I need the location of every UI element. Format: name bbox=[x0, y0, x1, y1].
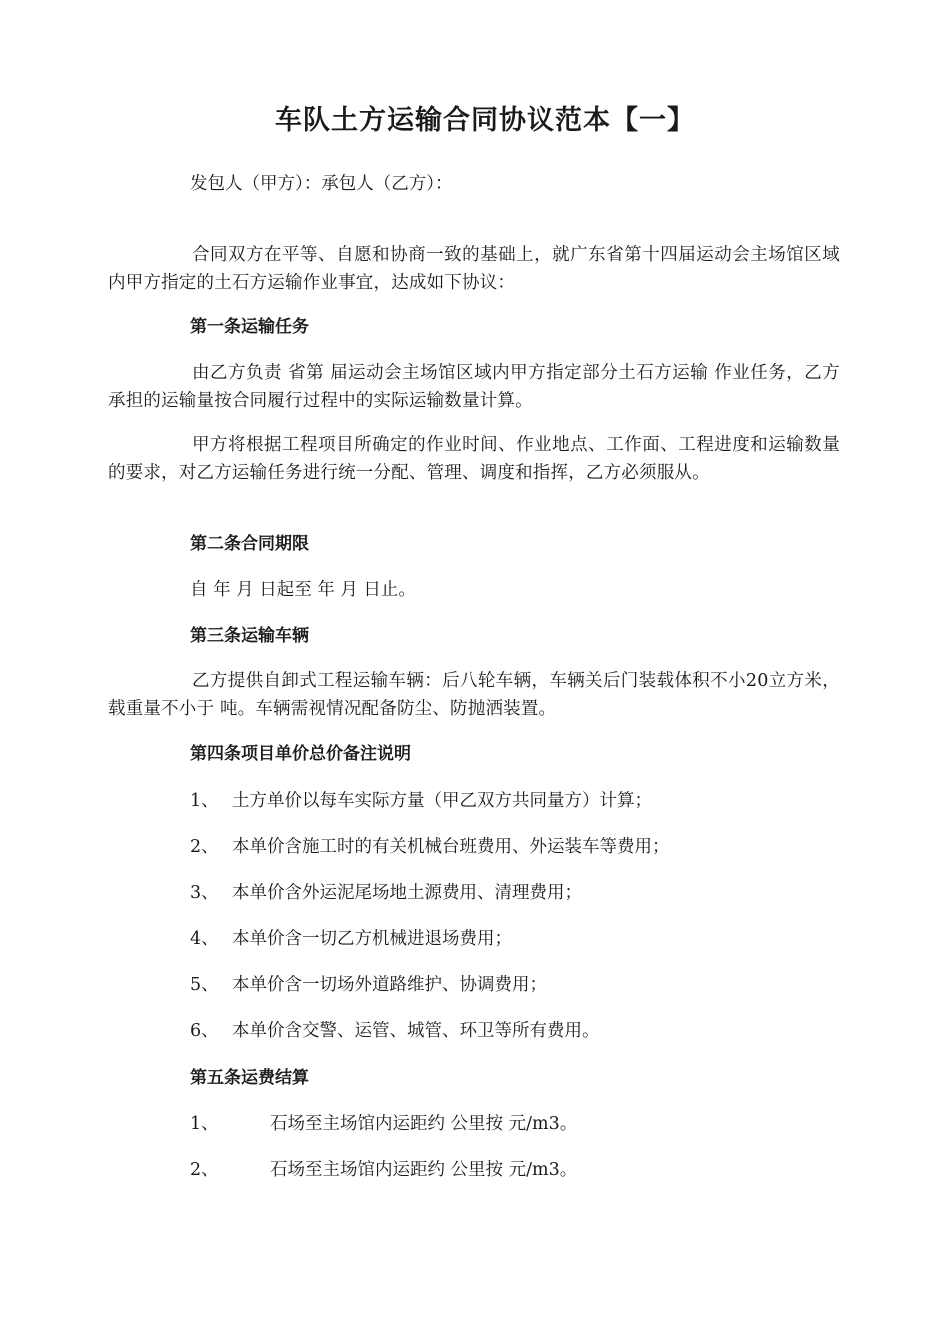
list-item-text: 本单价含一切场外道路维护、协调费用； bbox=[232, 975, 547, 995]
list-item-number: 1、 bbox=[190, 791, 219, 811]
list-item bbox=[190, 971, 547, 999]
list-item-text: 本单价含外运泥尾场地土源费用、清理费用； bbox=[232, 883, 582, 903]
list-item bbox=[190, 1017, 600, 1045]
list-item bbox=[190, 787, 652, 815]
list-item-text: 本单价含施工时的有关机械台班费用、外运装车等费用； bbox=[232, 837, 670, 857]
list-item-number: 3、 bbox=[190, 883, 219, 903]
list-item-number: 2、 bbox=[190, 1160, 219, 1180]
list-item-number: 1、 bbox=[190, 1114, 219, 1134]
article-4-heading: 第四条项目单价总价备注说明 bbox=[190, 744, 411, 764]
article-1-paragraph-1: 由乙方负责 省第 届运动会主场馆区域内甲方指定部分土石方运输 作业任务，乙方承担的运输量按合同履行过程中的实际运输数量计算。 bbox=[108, 363, 840, 411]
article-3-heading: 第三条运输车辆 bbox=[190, 626, 309, 646]
list-item-text: 土方单价以每车实际方量（甲乙双方共同量方）计算； bbox=[232, 791, 652, 811]
article-5-heading: 第五条运费结算 bbox=[190, 1068, 309, 1088]
article-3-paragraph-1: 乙方提供自卸式工程运输车辆：后八轮车辆，车辆关后门装载体积不小20立方米，载重量不小于 吨。车辆需视情况配备防尘、防抛洒装置。 bbox=[108, 671, 840, 719]
article-2-heading: 第二条合同期限 bbox=[190, 534, 309, 554]
list-item bbox=[190, 879, 582, 907]
list-item bbox=[190, 833, 670, 861]
list-item-number: 6、 bbox=[190, 1021, 219, 1041]
list-item-text: 石场至主场馆内运距约 公里按 元/m3。 bbox=[270, 1114, 578, 1134]
list-item-text: 本单价含交警、运管、城管、环卫等所有费用。 bbox=[232, 1021, 600, 1041]
list-item bbox=[190, 925, 512, 953]
article-1-heading: 第一条运输任务 bbox=[190, 317, 309, 337]
list-item bbox=[190, 1110, 577, 1138]
list-item-number: 2、 bbox=[190, 837, 219, 857]
article-1-paragraph-2: 甲方将根据工程项目所确定的作业时间、作业地点、工作面、工程进度和运输数量的要求，对乙方运输任务进行统一分配、管理、调度和指挥，乙方必须服从。 bbox=[108, 435, 840, 483]
list-item-text: 石场至主场馆内运距约 公里按 元/m3。 bbox=[270, 1160, 578, 1180]
list-item-number: 5、 bbox=[190, 975, 219, 995]
list-item-text: 本单价含一切乙方机械进退场费用； bbox=[232, 929, 512, 949]
article-2-paragraph-1: 自 年 月 日起至 年 月 日止。 bbox=[190, 580, 416, 600]
parties-line: 发包人（甲方）：承包人（乙方）： bbox=[190, 174, 453, 194]
list-item bbox=[190, 1156, 577, 1184]
document-title: 车队土方运输合同协议范本【一】 bbox=[275, 105, 695, 136]
list-item-number: 4、 bbox=[190, 929, 219, 949]
intro-paragraph: 合同双方在平等、自愿和协商一致的基础上，就广东省第十四届运动会主场馆区域内甲方指定的土石方运输作业事宜，达成如下协议： bbox=[108, 245, 840, 293]
